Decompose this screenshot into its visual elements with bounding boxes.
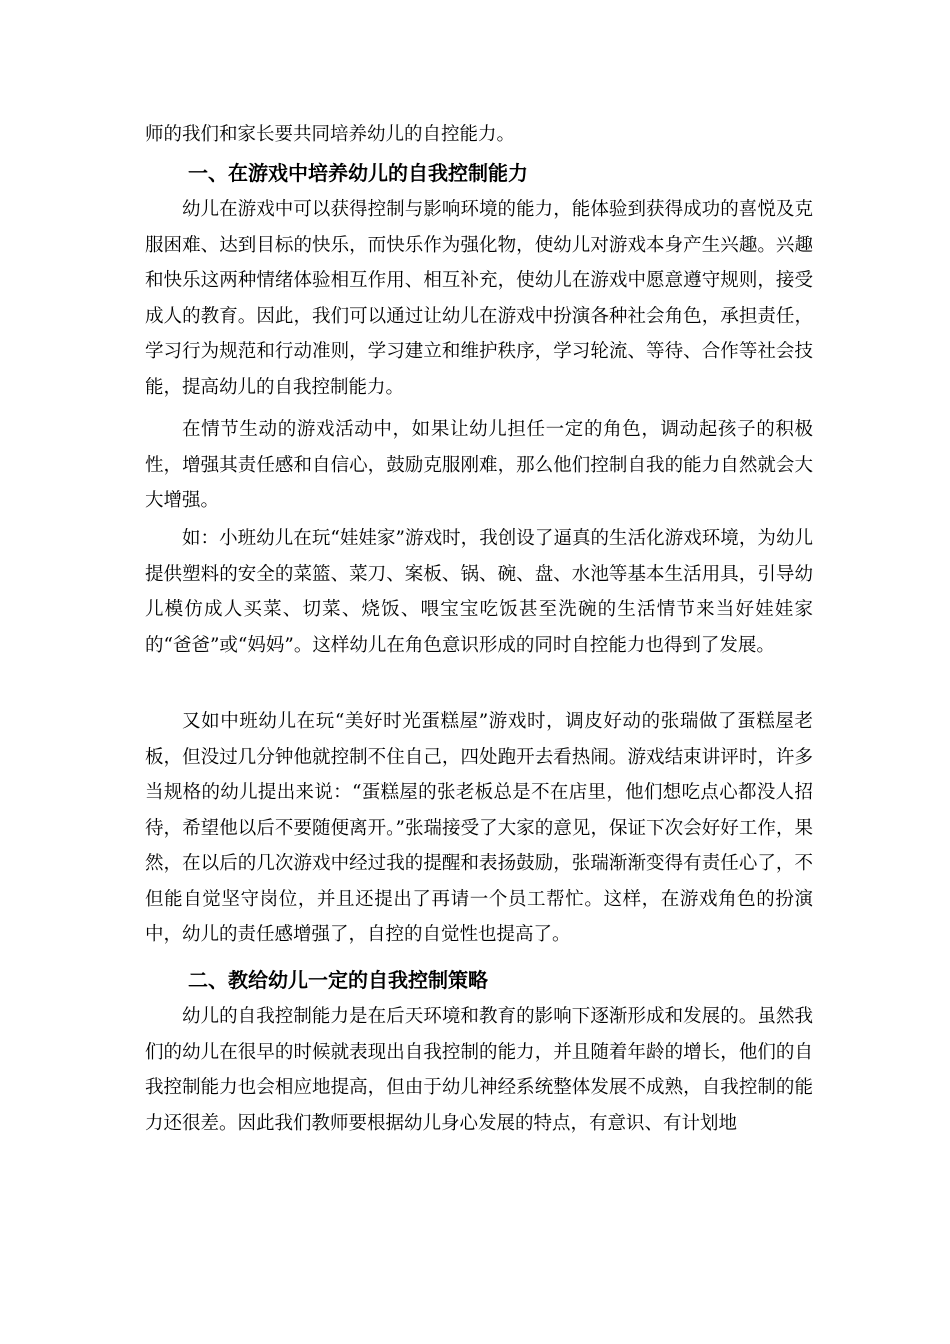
continuation-paragraph: 师的我们和家长要共同培养幼儿的自控能力。: [145, 124, 516, 145]
section-2-heading: 二、教给幼儿一定的自我控制策略: [188, 968, 488, 992]
section-1-paragraph-4: 又如中班幼儿在玩“美好时光蛋糕屋”游戏时，调皮好动的张瑞做了蛋糕屋老板，但没过几分钟他就控制不住自己，四处跑开去看热闹。游戏结束讲评时，许多当规格的幼儿提出来说：“蛋糕屋的张老板总是不在店里，他们想吃点心都没人招待，希望他以后不要随便离开。”张瑞接受了大家的意见，保证下次会好好工作，果然，在以后的几次游戏中经过我的提醒和表扬鼓励，张瑞渐渐变得有责任心了，不但能自觉坚守岗位，并且还提出了再请一个员工帮忙。这样，在游戏角色的扮演中，幼儿的责任感增强了，自控的自觉性也提高了。: [145, 711, 813, 945]
section-1-paragraph-2: 在情节生动的游戏活动中，如果让幼儿担任一定的角色，调动起孩子的积极性，增强其责任感和自信心，鼓励克服刚难，那么他们控制自我的能力自然就会大大增强。: [145, 419, 813, 511]
section-1-heading: 一、在游戏中培养幼儿的自我控制能力: [188, 161, 528, 185]
section-2-paragraph-1: 幼儿的自我控制能力是在后天环境和教育的影响下逐渐形成和发展的。虽然我们的幼儿在很早的时候就表现出自我控制的能力，并且随着年龄的增长，他们的自我控制能力也会相应地提高，但由于幼儿神经系统整体发展不成熟，自我控制的能力还很差。因此我们教师要根据幼儿身心发展的特点，有意识、有计划地: [145, 1006, 813, 1134]
section-1-paragraph-1: 幼儿在游戏中可以获得控制与影响环境的能力，能体验到获得成功的喜悦及克服困难、达到目标的快乐，而快乐作为强化物，使幼儿对游戏本身产生兴趣。兴趣和快乐这两种情绪体验相互作用、相互补充，使幼儿在游戏中愿意遵守规则，接受成人的教育。因此，我们可以通过让幼儿在游戏中扮演各种社会角色，承担责任，学习行为规范和行动准则，学习建立和维护秩序，学习轮流、等待、合作等社会技能，提高幼儿的自我控制能力。: [145, 199, 813, 398]
section-1-paragraph-3: 如：小班幼儿在玩“娃娃家”游戏时，我创设了逼真的生活化游戏环境，为幼儿提供塑料的安全的菜篮、菜刀、案板、锅、碗、盘、水池等基本生活用具，引导幼儿模仿成人买菜、切菜、烧饭、喂宝宝吃饭甚至洗碗的生活情节来当好娃娃家的“爸爸”或“妈妈”。这样幼儿在角色意识形成的同时自控能力也得到了发展。: [145, 528, 813, 656]
